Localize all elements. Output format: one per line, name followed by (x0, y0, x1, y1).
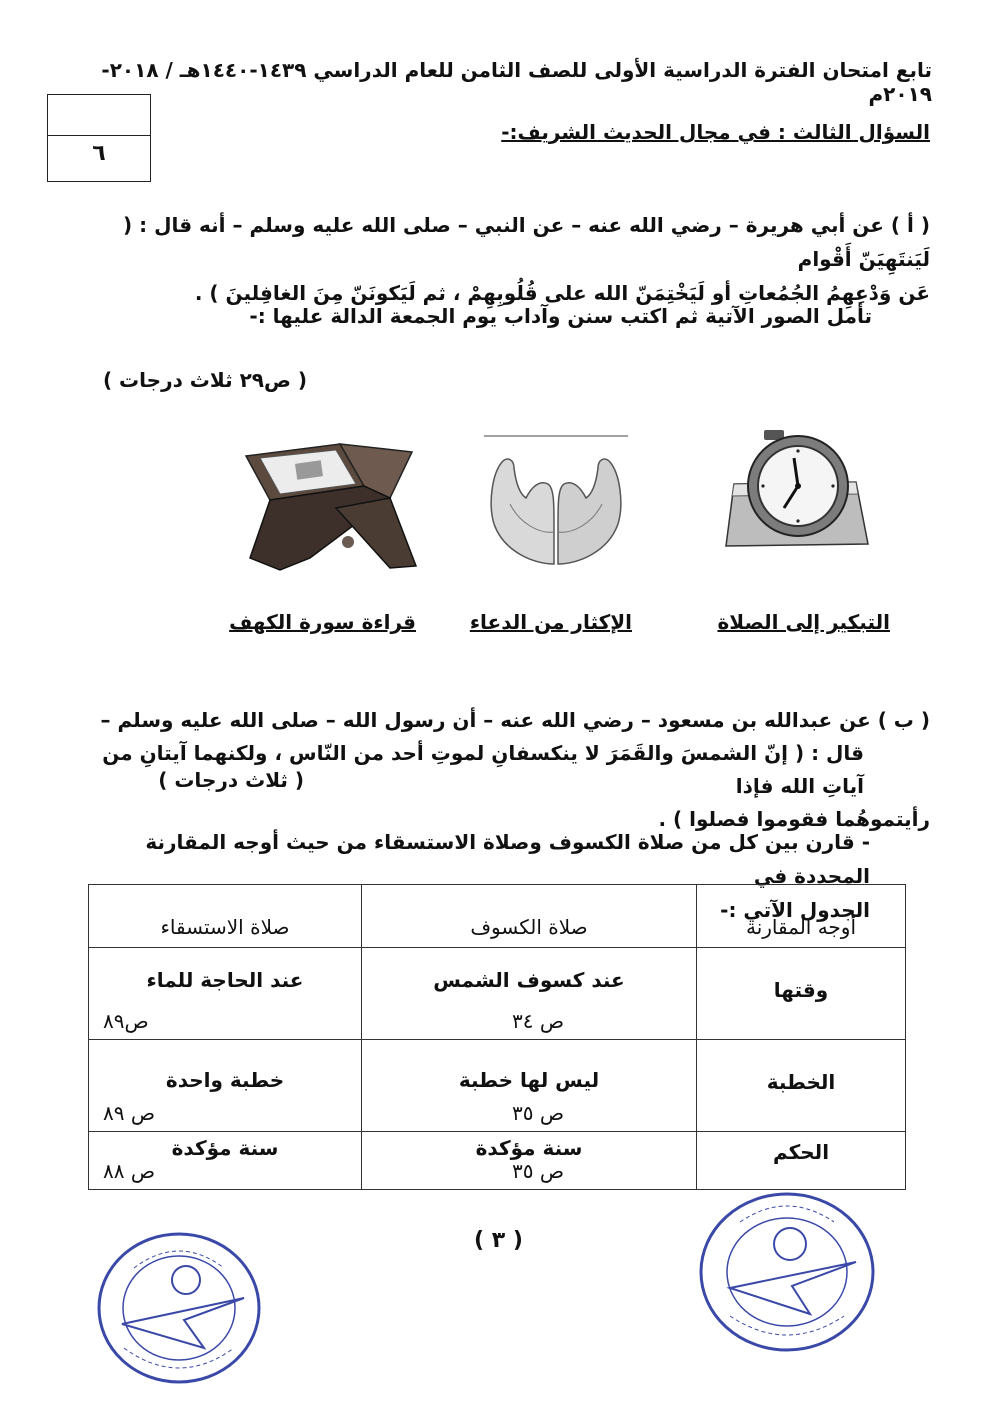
caption-clock: التبكير إلى الصلاة (717, 610, 890, 634)
praying-hands-icon (484, 434, 628, 570)
grade-score: ٦ (92, 141, 106, 166)
table-row (89, 948, 906, 1040)
hadith-a-line2: عَن وَدْعِهِمُ الجُمُعاتِ أو لَيَخْتِمَنّ الله على قُلُوبِهِمْ ، ثم لَيَكونَنّ مِنَ الغافِلينَ ) . (194, 281, 930, 305)
caption-quran: قراءة سورة الكهف (229, 610, 416, 634)
part-a-marks: ( ص٢٩ ثلاث درجات ) (102, 368, 307, 392)
page-number: ( ٣ ) (474, 1228, 523, 1253)
table-header: أوجه المقارنة (697, 885, 906, 948)
table-cell-istisqa: خطبة واحدة ص ٨٩ (89, 1040, 362, 1132)
table-header: صلاة الكسوف (362, 885, 697, 948)
hadith-b-line3: رأيتموهُما فقوموا فصلوا ) . (658, 807, 930, 831)
part-a-instruction: تأمل الصور الآتية ثم اكتب سنن وآداب يوم الجمعة الدالة عليها :- (249, 304, 872, 328)
comparison-table (88, 884, 906, 1190)
table-header-row (89, 885, 906, 948)
ministry-stamp-right-icon (696, 1188, 878, 1356)
table-cell-istisqa: عند الحاجة للماء ص٨٩ (89, 948, 362, 1040)
table-row (89, 1132, 906, 1190)
compare-line2: الجدول الآتي :- (720, 898, 870, 922)
hadith-b-line2: قال : ( إنّ الشمسَ والقَمَرَ لا ينكسفانِ لموتِ أحد من النّاس ، ولكنهما آيتانِ من آياتِ الله فإذا (102, 741, 864, 798)
table-cell-kusuf: عند كسوف الشمس ص ٣٤ (362, 948, 697, 1040)
alarm-clock-icon (724, 424, 870, 554)
quran-stand-icon (240, 438, 418, 576)
table-cell-kusuf: ليس لها خطبة ص ٣٥ (362, 1040, 697, 1132)
caption-hands: الإكثار من الدعاء (469, 610, 632, 634)
hadith-a (80, 208, 930, 310)
table-cell-kusuf: سنة مؤكدة ص ٣٥ (362, 1132, 697, 1190)
ministry-stamp-left-icon (94, 1228, 264, 1388)
hadith-a-line1: ( أ ) عن أبي هريرة – رضي الله عنه – عن النبي – صلى الله عليه وسلم – أنه قال : ( لَيَنتَهِيَنّ أَقْوام (123, 213, 930, 271)
grade-box-divider (48, 135, 150, 136)
grade-box (47, 94, 151, 182)
part-b-marks: ( ثلاث درجات ) (158, 768, 304, 792)
exam-header: تابع امتحان الفترة الدراسية الأولى للصف الثامن للعام الدراسي ١٤٣٩-١٤٤٠هـ / ٢٠١٨- ٢٠١٩م (101, 58, 932, 106)
compare-line1: - قارن بين كل من صلاة الكسوف وصلاة الاستسقاء من حيث أوجه المقارنة المحددة في (145, 830, 870, 888)
hadith-b-line1: ( ب ) عن عبدالله بن مسعود – رضي الله عنه – أن رسول الله – صلى الله عليه وسلم – (100, 708, 930, 732)
table-header: صلاة الاستسقاء (89, 885, 362, 948)
table-cell-aspect: وقتها (697, 948, 906, 1040)
table-cell-istisqa: سنة مؤكدة ص ٨٨ (89, 1132, 362, 1190)
table-cell-aspect: الخطبة (697, 1040, 906, 1132)
table-cell-aspect: الحكم (697, 1132, 906, 1190)
table-row (89, 1040, 906, 1132)
section-title: السؤال الثالث : في مجال الحديث الشريف:- (501, 120, 930, 144)
